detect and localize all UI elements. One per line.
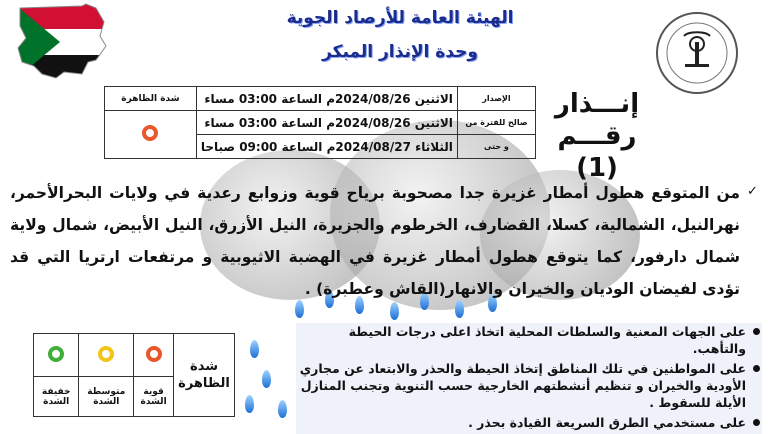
meteorological-authority-logo: [656, 12, 738, 94]
valid-to-label: و حتى: [457, 135, 535, 159]
rain-drop-icon: [262, 370, 271, 388]
warning-title-box: [537, 88, 657, 183]
severity-header: شدة الظاهرة: [105, 87, 197, 111]
ring-icon: [146, 346, 162, 362]
issue-value: الاثنين 2024/08/26م الساعة 03:00 مساء: [196, 87, 457, 111]
sudan-flag-map-icon: [12, 2, 112, 82]
advice-item: على مستخدمي الطرق السريعة القيادة بحذر .: [296, 414, 762, 431]
severity-indicator: [105, 111, 197, 159]
rain-drop-icon: [250, 340, 259, 358]
severity-ring-icon: [142, 125, 158, 141]
warning-number: رقـــم (1): [557, 121, 637, 183]
valid-from-value: الاثنين 2024/08/26م الساعة 03:00 مساء: [196, 111, 457, 135]
authority-title: الهيئة العامة للأرصاد الجوية: [286, 8, 514, 28]
ring-icon: [98, 346, 114, 362]
warning-title: إنـــذار: [554, 89, 640, 119]
issue-label: الإصدار: [457, 87, 535, 111]
legend-strong-swatch: [134, 334, 174, 377]
rain-drop-icon: [278, 400, 287, 418]
valid-from-label: صالح للفترة من: [457, 111, 535, 135]
unit-title: وحدة الإنذار المبكر: [322, 42, 478, 62]
valid-to-value: الثلاثاء 2024/08/27م الساعة 09:00 صباحا: [196, 135, 457, 159]
severity-legend: [33, 333, 235, 417]
advice-item: على المواطنين في تلك المناطق إتخاذ الحيطة والحذر والابتعاد عن مجاري الأودية والخيران و تنظيم أنشطتهم الخارجية حسب التنوية وتجنب المنازل الأيلة للسقوط .: [296, 360, 762, 411]
legend-medium-swatch: [79, 334, 134, 377]
legend-medium-label: متوسطة الشدة: [79, 377, 134, 417]
ring-icon: [48, 346, 64, 362]
legend-light-label: خفيفة الشدة: [34, 377, 79, 417]
legend-title: شدة الظاهرة: [174, 334, 235, 417]
advice-item: على الجهات المعنية والسلطات المحلية اتخاذ اعلى درجات الحيطة والتأهب.: [296, 323, 762, 357]
legend-light-swatch: [34, 334, 79, 377]
legend-strong-label: قوية الشدة: [134, 377, 174, 417]
advice-list: [296, 323, 762, 434]
weather-instrument-icon: [658, 14, 736, 92]
check-icon: ✓: [747, 184, 758, 199]
warning-info-table: [104, 86, 536, 159]
forecast-paragraph: من المتوقع هطول أمطار غزيرة جدا مصحوبة برياح قوية وزوابع رعدية في ولايات البحرالأحمر، نهرالنيل، الشمالية، كسلا، القضارف، الخرطوم والجزيرة، النيل الأزرق، النيل الأبيض، شمال ولاية شمال دارفور، كما يتوقع هطول أمطار غزيرة في الهضبة الاثيوبية و مرتفعات ارتريا التي قد تؤدى لفيضان الوديان والخيران والانهار(القاش وعطبرة) .: [10, 184, 740, 298]
rain-drop-icon: [245, 395, 254, 413]
